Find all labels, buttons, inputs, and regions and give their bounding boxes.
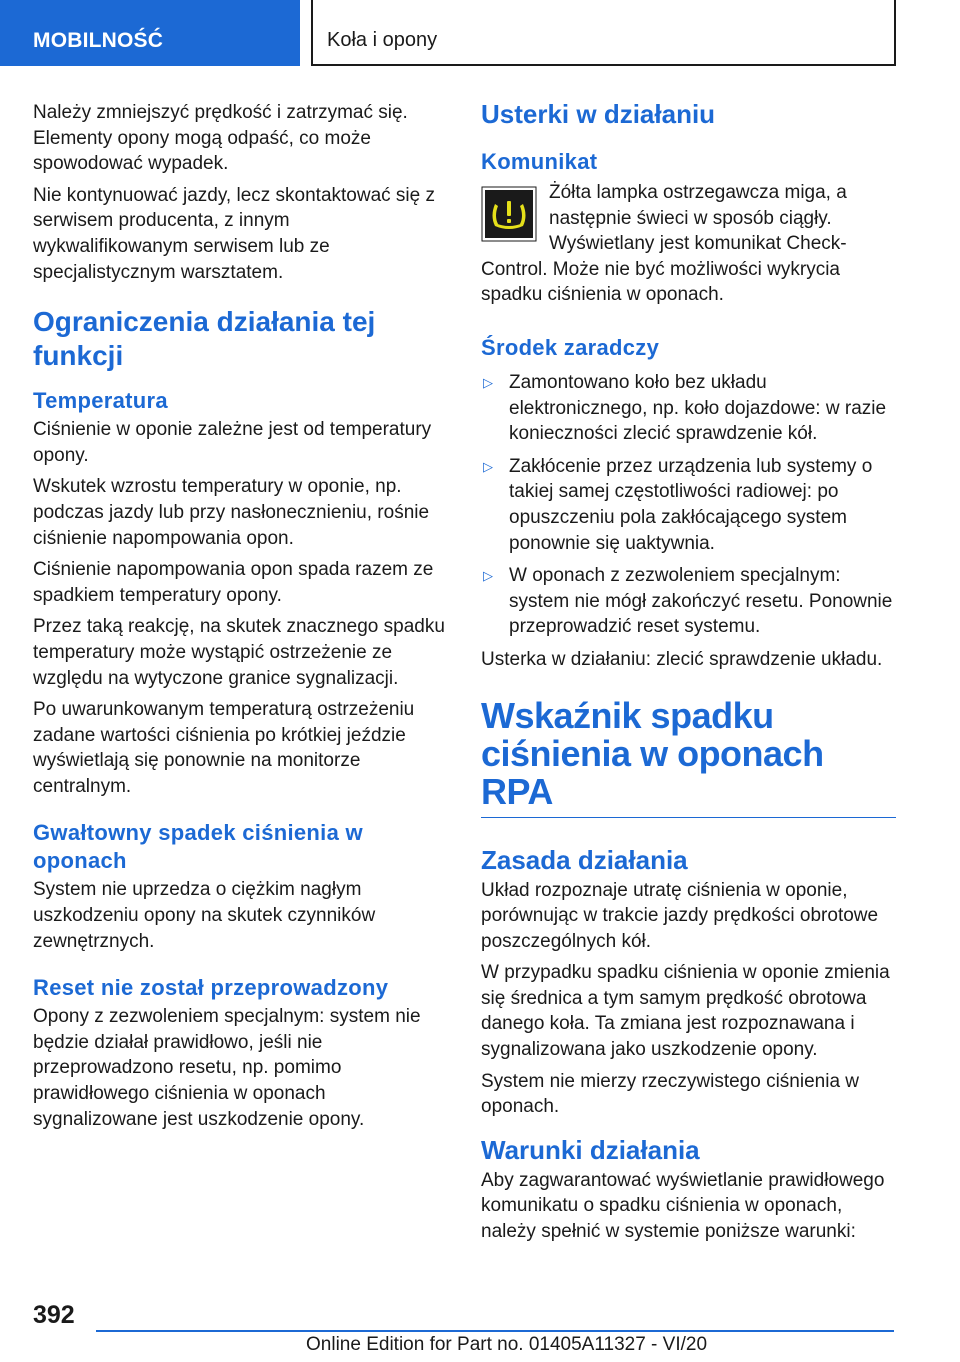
paragraph: Należy zmniejszyć prędkość i zatrzymać się. Elementy opony mogą odpaść, co może spowodować wypadek. (33, 102, 408, 175)
chapter-title: Koła i opony (311, 0, 896, 66)
paragraph: Ciśnienie w oponie zależne jest od temperatury opony. (33, 419, 432, 466)
remedy-list (481, 370, 896, 640)
heading-rpa: Wskaźnik spadku ciśnienia w oponach RPA (481, 694, 824, 812)
paragraph: Opony z zezwoleniem specjalnym: system nie będzie działał prawidłowo, jeśli nie przeprowadzono resetu, np. pomimo prawidłowego ciśnienia w oponach sygnalizowane jest uszkodzenie opony. (33, 1006, 421, 1130)
paragraph: W przypadku spadku ciśnienia w oponie zmienia się średnica a tym samym prędkość obrotowa danego koła. Ta zmiana jest rozpoznawana i sygnalizowana jako uszkodzenie opony. (481, 962, 890, 1061)
heading-message: Komunikat (481, 149, 598, 174)
footer-divider (96, 1330, 894, 1332)
heading-limits: Ograniczenia działania tej funkcji (33, 306, 376, 372)
paragraph: System nie uprzedza o ciężkim nagłym uszkodzeniu opony na skutek czynników zewnętrznych. (33, 879, 376, 952)
heading-conditions: Warunki działania (481, 1134, 700, 1165)
paragraph: Układ rozpoznaje utratę ciśnienia w oponie, porównując w trakcie jazdy prędkości obrotowe poszczególnych kół. (481, 879, 879, 952)
paragraph: Ciśnienie napompowania opon spada razem ze spadkiem temperatury opony. (33, 559, 434, 606)
heading-temperature: Temperatura (33, 388, 168, 414)
heading-sudden-drop: Gwałtowny spadek ciśnienia w oponach (33, 820, 363, 874)
heading-faults: Usterki w działaniu (481, 99, 716, 129)
paragraph: Po uwarunkowanym temperaturą ostrzeżeniu zadane wartości ciśnienia po krótkiej jeździe wyświetlają się ponownie na monitorze centralnym. (33, 699, 415, 797)
triangle-bullet-icon: ▷ (483, 458, 493, 474)
page-number: 392 (33, 1301, 75, 1329)
heading-principle: Zasada działania (481, 844, 688, 875)
heading-remedy: Środek zaradczy (481, 334, 660, 360)
message-block (481, 180, 896, 308)
paragraph: Usterka w działaniu: zlecić sprawdzenie układu. (481, 648, 883, 670)
paragraph: Żółta lampka ostrzegawcza miga, a następnie świeci w sposób ciągły. Wyświetlany jest komunikat Check-Control. Może nie być możliwości wykrycia spadku ciśnienia w oponach. (481, 182, 847, 306)
paragraph: Aby zagwarantować wyświetlanie prawidłowego komunikatu o spadku ciśnienia w oponach, należy spełnić w systemie poniższe warunki: (481, 1169, 885, 1243)
heading-reset: Reset nie został przeprowadzony (33, 975, 389, 1001)
right-column (481, 100, 896, 1251)
tire-pressure-warning-icon (481, 186, 537, 242)
triangle-bullet-icon: ▷ (483, 374, 493, 390)
list-item: ▷ W oponach z zezwoleniem specjalnym: system nie mógł zakończyć resetu. Ponownie przeprowadzić reset systemu. (483, 565, 893, 638)
footer-edition: Online Edition for Part no. 01405A11327 - VI/20 (306, 1334, 708, 1355)
paragraph: Wskutek wzrostu temperatury w oponie, np. podczas jazdy lub przy nasłonecznieniu, rośnie ciśnienie napompowania opon. (33, 476, 430, 549)
rpa-title-block (481, 694, 896, 818)
paragraph: Nie kontynuować jazdy, lecz skontaktować się z serwisem producenta, z innym wykwalifikowanym serwisem lub ze specjalistycznym warsztatem. (33, 184, 435, 283)
paragraph: Przez taką reakcję, na skutek znacznego spadku temperatury może wystąpić ostrzeżenie ze względu na wytyczone granice sygnalizacji. (33, 616, 445, 689)
list-item: ▷ Zakłócenie przez urządzenia lub systemy o takiej samej częstotliwości radiowej: po opuszczeniu pola zakłócającego system ponownie się uaktywnia. (483, 455, 873, 554)
section-tab: MOBILNOŚĆ (0, 0, 300, 66)
left-column (33, 100, 446, 1138)
paragraph: System nie mierzy rzeczywistego ciśnienia w oponach. (481, 1070, 860, 1118)
triangle-bullet-icon: ▷ (483, 568, 493, 584)
list-item: ▷ Zamontowano koło bez układu elektronicznego, np. koło dojazdowe: w razie konieczności zlecić sprawdzenie kół. (483, 371, 887, 445)
